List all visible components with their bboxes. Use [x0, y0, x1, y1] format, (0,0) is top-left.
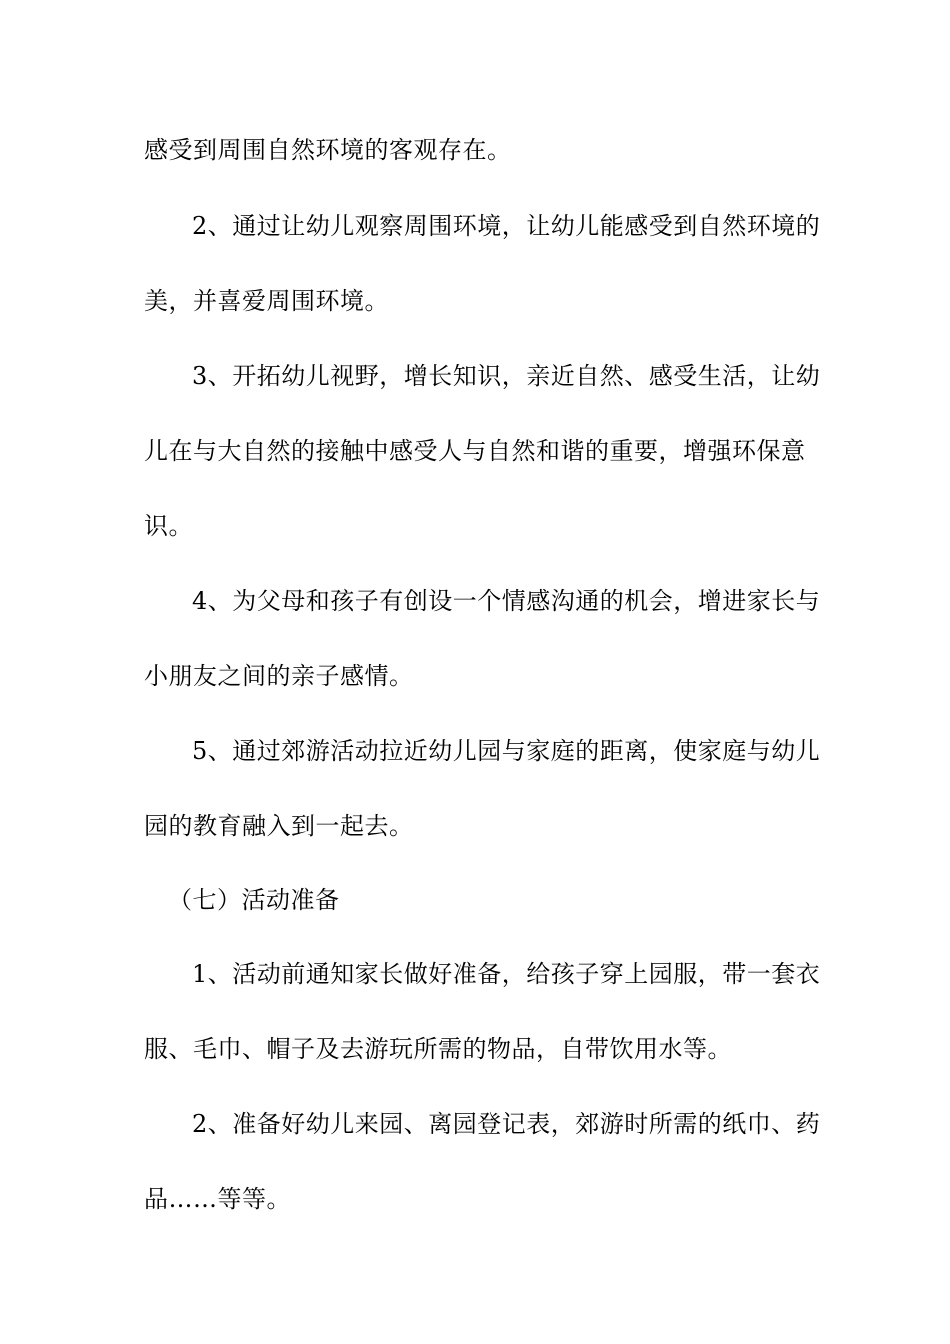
- paragraph-line: 美，并喜爱周围环境。: [144, 287, 389, 315]
- paragraph-line: 园的教育融入到一起去。: [144, 812, 414, 840]
- paragraph-line: 4、为父母和孩子有创设一个情感沟通的机会，增进家长与: [192, 587, 821, 615]
- paragraph-line: 1、活动前通知家长做好准备，给孩子穿上园服，带一套衣: [192, 960, 821, 988]
- paragraph-line: 3、开拓幼儿视野，增长知识，亲近自然、感受生活，让幼: [192, 362, 821, 390]
- paragraph-line: 感受到周围自然环境的客观存在。: [144, 136, 512, 164]
- paragraph-line: 2、准备好幼儿来园、离园登记表，郊游时所需的纸巾、药: [192, 1110, 821, 1138]
- paragraph-line: 识。: [144, 512, 193, 540]
- paragraph-line: 小朋友之间的亲子感情。: [144, 662, 414, 690]
- paragraph-line: 2、通过让幼儿观察周围环境，让幼儿能感受到自然环境的: [192, 212, 821, 240]
- paragraph-line: 儿在与大自然的接触中感受人与自然和谐的重要，增强环保意: [144, 437, 806, 465]
- paragraph-line: 服、毛巾、帽子及去游玩所需的物品，自带饮用水等。: [144, 1035, 732, 1063]
- section-heading: （七）活动准备: [168, 886, 340, 914]
- paragraph-line: 品……等等。: [144, 1185, 291, 1213]
- paragraph-line: 5、通过郊游活动拉近幼儿园与家庭的距离，使家庭与幼儿: [192, 737, 821, 765]
